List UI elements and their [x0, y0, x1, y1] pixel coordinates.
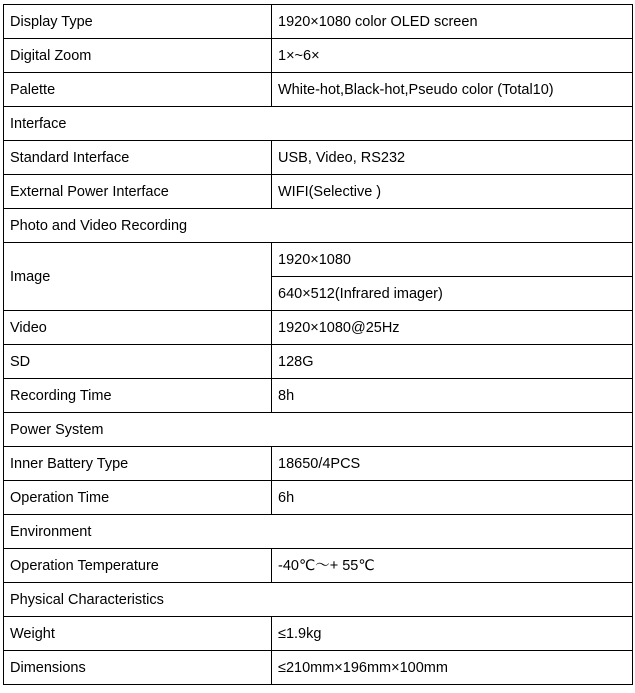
section-row-physical-characteristics: [4, 583, 633, 617]
spec-row-inner-battery-type: [4, 447, 633, 481]
spec-row-palette: [4, 73, 633, 107]
spec-label: Recording Time: [4, 379, 272, 413]
spec-value: 1920×1080@25Hz: [272, 311, 633, 345]
spec-row-operation-temperature: [4, 549, 633, 583]
section-row-interface: [4, 107, 633, 141]
spec-label: Inner Battery Type: [4, 447, 272, 481]
spec-row-weight: [4, 617, 633, 651]
spec-value: 1920×1080 color OLED screen: [272, 5, 633, 39]
section-heading: Photo and Video Recording: [4, 209, 633, 243]
spec-value: WIFI(Selective ): [272, 175, 633, 209]
section-row-environment: [4, 515, 633, 549]
spec-value: White-hot,Black-hot,Pseudo color (Total10): [272, 73, 633, 107]
section-heading: Interface: [4, 107, 633, 141]
section-heading: Environment: [4, 515, 633, 549]
section-row-photo-video-recording: [4, 209, 633, 243]
spec-label: Weight: [4, 617, 272, 651]
spec-label: External Power Interface: [4, 175, 272, 209]
spec-table-body: [4, 5, 633, 685]
spec-value: 6h: [272, 481, 633, 515]
spec-label: Video: [4, 311, 272, 345]
spec-row-dimensions: [4, 651, 633, 685]
spec-value: ≤1.9kg: [272, 617, 633, 651]
spec-value: 640×512(Infrared imager): [272, 277, 633, 311]
spec-row-video: [4, 311, 633, 345]
section-heading: Physical Characteristics: [4, 583, 633, 617]
spec-value: ≤210mm×196mm×100mm: [272, 651, 633, 685]
spec-row-operation-time: [4, 481, 633, 515]
spec-value: 18650/4PCS: [272, 447, 633, 481]
spec-row-digital-zoom: [4, 39, 633, 73]
spec-label: Standard Interface: [4, 141, 272, 175]
spec-value: USB, Video, RS232: [272, 141, 633, 175]
spec-value: -40℃～+ 55℃: [272, 549, 633, 583]
spec-table: [3, 4, 633, 685]
spec-row-external-power-interface: [4, 175, 633, 209]
spec-label: Display Type: [4, 5, 272, 39]
spec-row-display-type: [4, 5, 633, 39]
spec-label: SD: [4, 345, 272, 379]
spec-row-sd: [4, 345, 633, 379]
spec-label: Operation Temperature: [4, 549, 272, 583]
spec-row-image: [4, 243, 633, 277]
spec-value: 1×~6×: [272, 39, 633, 73]
spec-value: 1920×1080: [272, 243, 633, 277]
spec-row-standard-interface: [4, 141, 633, 175]
spec-value: 128G: [272, 345, 633, 379]
spec-label: Image: [4, 243, 272, 311]
section-row-power-system: [4, 413, 633, 447]
spec-label: Operation Time: [4, 481, 272, 515]
spec-row-recording-time: [4, 379, 633, 413]
section-heading: Power System: [4, 413, 633, 447]
spec-label: Dimensions: [4, 651, 272, 685]
spec-label: Digital Zoom: [4, 39, 272, 73]
spec-value: 8h: [272, 379, 633, 413]
spec-label: Palette: [4, 73, 272, 107]
